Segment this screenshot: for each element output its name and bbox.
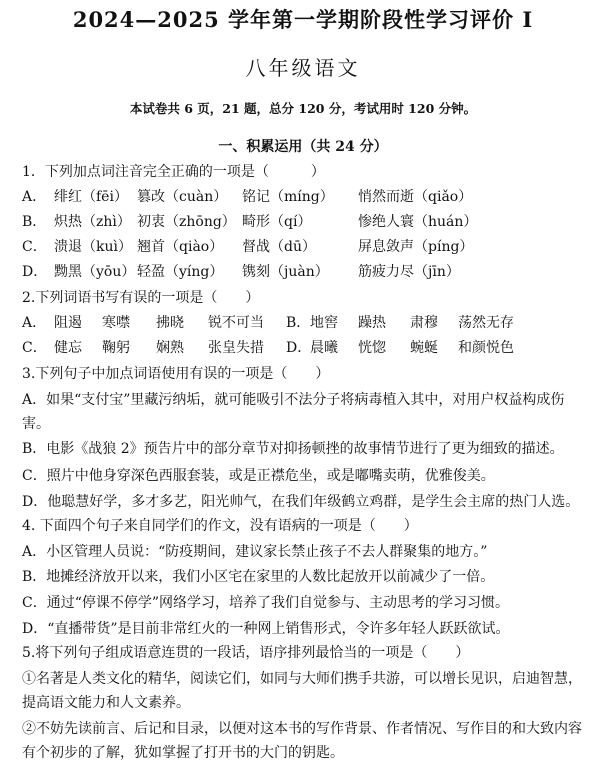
option-item: 寒噤	[102, 315, 130, 331]
option-label: C．	[22, 340, 47, 356]
option-item: 绯红（fēi）	[54, 189, 128, 205]
option-item: 悄然而逝（qiǎo）	[358, 189, 473, 205]
option-item: 畸形（qí）	[242, 214, 312, 230]
q3-option-b: B．电影《战狼 2》预告片中的部分章节对抑扬顿挫的故事情节进行了更为细致的描述。	[22, 441, 564, 457]
option-item: 和颜悦色	[458, 340, 514, 356]
option-item: 荡然无存	[458, 315, 514, 331]
q3-option-d: D．他聪慧好学，多才多艺，阳光帅气，在我们年级鹤立鸡群，是学生会主席的热门人选。	[22, 494, 580, 510]
q5-sentence-1-cont: 提高语文能力和人文素养。	[22, 695, 190, 711]
option-item: 肃穆	[410, 315, 438, 331]
q3-option-a-cont: 害。	[22, 416, 50, 432]
q4-stem: 4. 下面四个句子来自同学们的作文，没有语病的一项是（ ）	[22, 518, 418, 534]
q4-option-c: C．通过“停课不停学”网络学习，培养了我们自觉参与、主动思考的学习习惯。	[22, 595, 510, 611]
q3-option-a: A．如果“支付宝”里藏污纳垢，就可能吸引不法分子将病毒植入其中，对用户权益构成伤	[22, 392, 565, 408]
q5-sentence-1: ①名著是人类文化的精华，阅读它们，如同与大师们携手共游，可以增长见识，启迪智慧，	[22, 671, 582, 687]
page-title: 2024—2025 学年第一学期阶段性学习评价 I	[72, 7, 534, 32]
option-item: 健忘	[54, 340, 82, 356]
q3-option-c: C．照片中他身穿深色西服套装，或是正襟危坐，或是嘟嘴卖萌，优雅俊美。	[22, 468, 495, 484]
option-item: 恍惚	[358, 340, 386, 356]
option-item: 溃退（kuì）	[54, 239, 132, 255]
option-item: 翘首（qiào）	[137, 239, 224, 255]
option-label: B．	[286, 315, 311, 331]
q1-stem: 1．下列加点词注音完全正确的一项是（ ）	[22, 164, 325, 180]
q5-stem: 5.将下列句子组成语意连贯的一段话，语序排列最恰当的一项是（ ）	[22, 645, 470, 661]
option-item: 屏息敛声（píng）	[358, 239, 474, 255]
option-item: 轻盈（yíng）	[137, 264, 224, 280]
option-item: 铭记（míng）	[242, 189, 334, 205]
option-item: 拂晓	[156, 315, 184, 331]
option-item: 晨曦	[310, 340, 338, 356]
option-item: 督战（dū）	[242, 239, 316, 255]
option-item: 地窖	[310, 315, 338, 331]
option-item: 炽热（zhì）	[54, 214, 131, 230]
option-item: 躁热	[358, 315, 386, 331]
option-label: D．	[286, 340, 312, 356]
section-heading: 一、积累运用（共 24 分）	[218, 139, 388, 155]
page-subtitle: 八年级语文	[245, 56, 361, 80]
option-item: 蜿蜒	[410, 340, 438, 356]
option-item: 黝黑（yōu）	[54, 264, 136, 280]
q3-stem: 3.下列句子中加点词语使用有误的一项是（ ）	[22, 366, 330, 382]
option-item: 惨绝人寰（huán）	[358, 214, 478, 230]
option-item: 娴熟	[156, 340, 184, 356]
q5-sentence-2: ②不妨先读前言、后记和目录，以便对这本书的写作背景、作者情况、写作目的和大致内容	[22, 721, 582, 737]
q2-stem: 2.下列词语书写有误的一项是（ ）	[22, 290, 260, 306]
option-item: 鞠躬	[102, 340, 130, 356]
option-item: 锐不可当	[208, 315, 264, 331]
option-label: A．	[22, 189, 47, 205]
q4-option-d: D．“直播带货”是目前非常红火的一种网上销售形式，令许多年轻人跃跃欲试。	[22, 621, 510, 637]
q5-sentence-2-cont: 有个初步的了解，犹如掌握了打开书的大门的钥匙。	[22, 745, 344, 761]
option-item: 筋疲力尽（jīn）	[358, 264, 460, 280]
option-label: D．	[22, 264, 48, 280]
option-item: 张皇失措	[208, 340, 264, 356]
q4-option-a: A．小区管理人员说：“防疫期间，建议家长禁止孩子不去人群聚集的地方。”	[22, 544, 488, 560]
q4-option-b: B．地摊经济放开以来，我们小区宅在家里的人数比起放开以前减少了一倍。	[22, 569, 495, 585]
option-item: 镌刻（juàn）	[242, 264, 329, 280]
option-item: 初衷（zhōng）	[137, 214, 236, 230]
option-item: 阻遏	[54, 315, 82, 331]
exam-note: 本试卷共 6 页，21 题，总分 120 分，考试用时 120 分钟。	[129, 101, 477, 116]
option-label: C．	[22, 239, 47, 255]
option-item: 篡改（cuàn）	[137, 189, 228, 205]
option-label: A．	[22, 315, 47, 331]
option-label: B．	[22, 214, 47, 230]
